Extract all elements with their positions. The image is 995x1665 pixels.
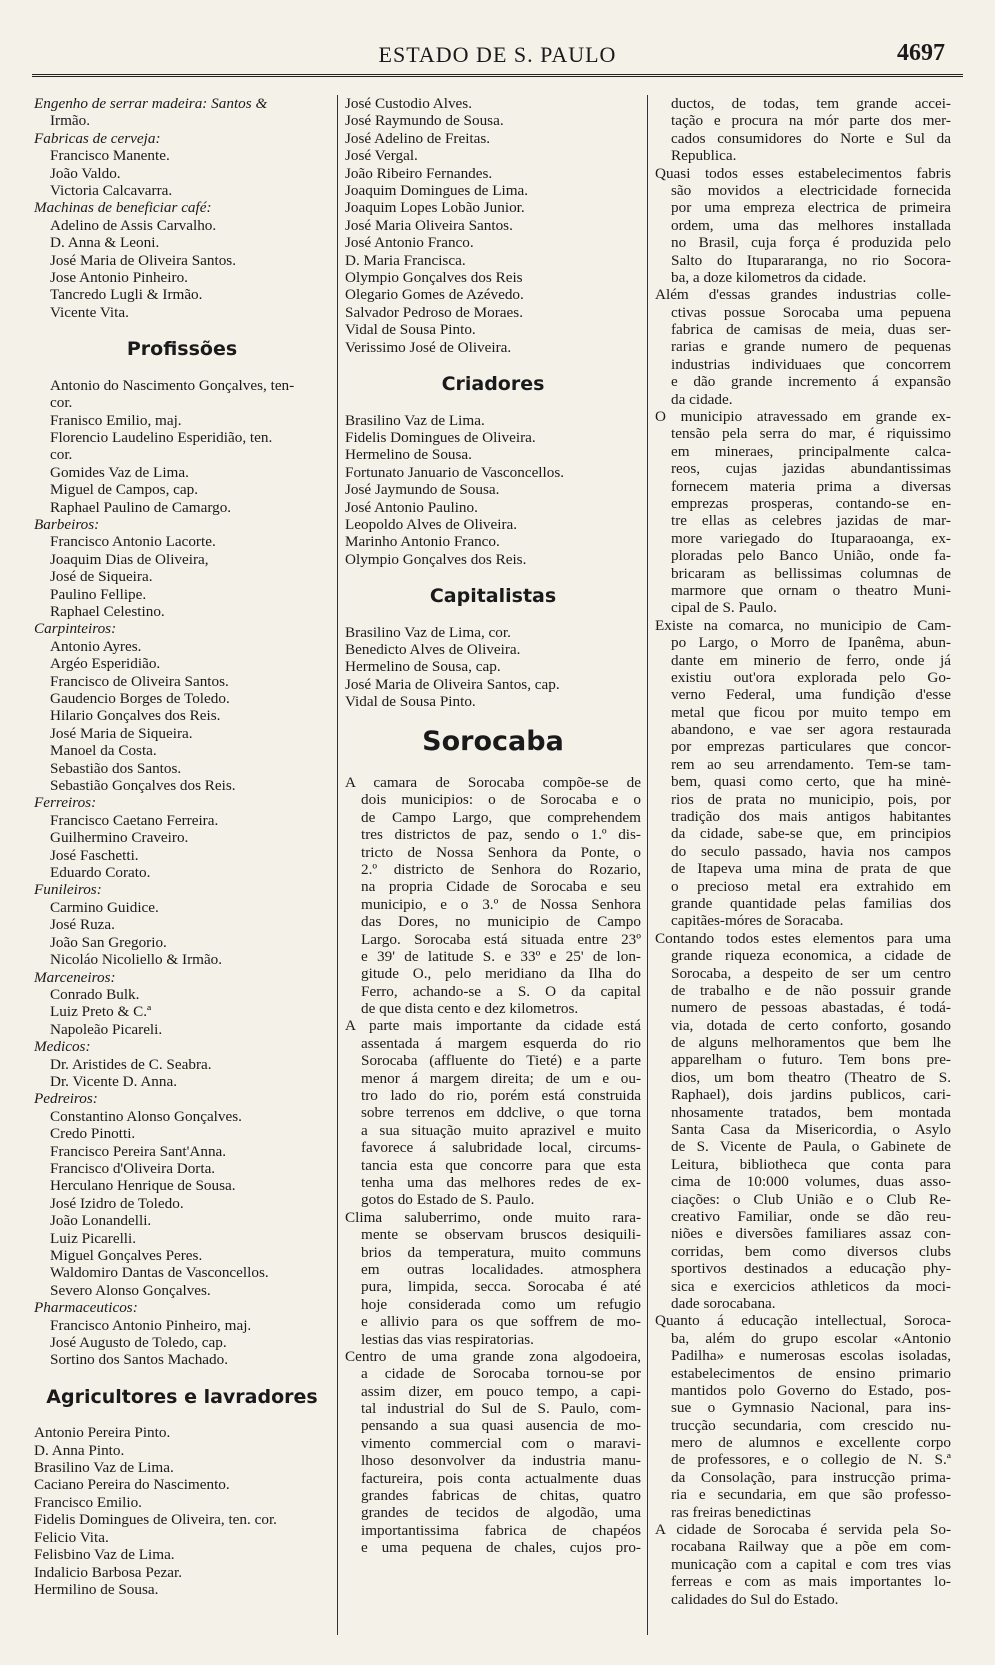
list-item: João Valdo.: [50, 164, 121, 182]
list-item: Miguel de Campos, cap.: [50, 481, 199, 499]
list-item: Gaudencio Borges de Toledo.: [50, 690, 230, 707]
list-item: José Antonio Franco.: [345, 234, 474, 252]
text-line: pensando a sua quasi ausencia de mo-: [361, 1417, 641, 1435]
text-line: gotos do Estado de S. Paulo.: [361, 1191, 535, 1209]
category-label: Medicos:: [34, 1038, 91, 1056]
list-item: José Jaymundo de Sousa.: [345, 481, 500, 499]
text-line: na propria Cidade de Sorocaba e seu: [361, 878, 641, 896]
category-label: Pedreiros:: [34, 1090, 98, 1108]
list-item: José Izidro de Toledo.: [50, 1194, 184, 1212]
text-line: nhosamente tratados, bem montada: [671, 1103, 951, 1121]
text-line: grandes de tecidos de algodão, uma: [361, 1504, 641, 1522]
text-line: grande riqueza economica, a cidade de: [671, 947, 951, 965]
text-line: dante em minerio de ferro, onde já: [671, 651, 951, 669]
text-line: municação com a capital e com tres vias: [671, 1555, 951, 1573]
text-line: po Largo, o Morro de Ipanêma, abun-: [671, 634, 951, 652]
text-line: cipal de S. Paulo.: [671, 599, 777, 617]
category-label: Funileiros:: [34, 881, 102, 899]
text-line: Quasi todos esses estabelecimentos fabris: [655, 164, 951, 182]
agricultores-list: [34, 1424, 330, 1598]
list-item: Olegario Gomes de Azévedo.: [345, 286, 524, 304]
list-item: Fidelis Domingues de Oliveira.: [345, 428, 536, 446]
list-item: Benedicto Alves de Oliveira.: [345, 640, 521, 658]
text-line: rem ao seu arrendamento. Tem-se tam-: [671, 755, 951, 773]
list-item: Brasilino Vaz de Lima, cor.: [345, 623, 511, 641]
list-item: João Ribeiro Fernandes.: [345, 164, 493, 182]
text-line: sue o Gymnasio Nacional, para ins-: [671, 1399, 951, 1417]
text-line: Largo. Sorocaba está situada entre 23º: [361, 930, 641, 948]
list-item: Vidal de Sousa Pinto.: [345, 693, 476, 711]
text-line: existiu out'ora explorada pelo Go-: [671, 668, 951, 686]
text-line: tres districtos de paz, sendo o 1.º dis-: [361, 826, 641, 844]
text-line: tal industrial do Sul de S. Paulo, com-: [361, 1400, 641, 1418]
text-line: por uma empreza electrica de primeira: [671, 199, 951, 217]
list-item: Carmino Guidice.: [50, 898, 159, 916]
list-item: José Antonio Paulino.: [345, 498, 478, 516]
text-line: ras freiras benedictinas: [671, 1503, 811, 1521]
list-item: Francisco de Oliveira Santos.: [50, 672, 229, 690]
text-line: Sorocaba (affluente do Tieté) e a parte: [361, 1052, 641, 1070]
list-item: Argéo Esperidião.: [50, 655, 161, 673]
list-item: Tancredo Lugli & Irmão.: [50, 286, 203, 304]
text-line: Leitura, bibliotheca que conta para: [671, 1155, 951, 1173]
text-line: são movidos a electricidade fornecida: [671, 181, 951, 199]
capitalistas-list: [345, 624, 641, 711]
list-item: cor.: [50, 446, 73, 464]
text-line: tre ellas as celebres jazidas de mar-: [671, 512, 951, 530]
text-line: 2.º districto de Senhora do Rozario,: [361, 860, 641, 878]
category-label: Engenho de serrar madeira: Santos &: [34, 95, 268, 112]
profissoes-list: [34, 377, 330, 1369]
text-line: tação e procura na mór parte dos mer-: [671, 112, 951, 130]
text-line: das Dores, no municipio de Campo: [361, 913, 641, 931]
list-item: Raphael Paulino de Camargo.: [50, 498, 232, 516]
text-line: e uma pequena de chales, cujos pro-: [361, 1539, 641, 1557]
text-line: factureira, pois conta actualmente duas: [361, 1469, 641, 1487]
text-line: A camara de Sorocaba compõe-se de: [345, 774, 641, 791]
list-item: Miguel Gonçalves Peres.: [50, 1247, 203, 1264]
list-item: Jose Antonio Pinheiro.: [50, 269, 188, 287]
list-item: José Raymundo de Sousa.: [345, 112, 504, 130]
text-line: tensão pela serra do mar, é riquissimo: [671, 425, 951, 443]
list-item: Francisco Emilio.: [34, 1493, 142, 1511]
criadores-list: [345, 412, 641, 569]
text-line: ciações: o Club União e o Club Re-: [671, 1190, 951, 1208]
text-line: sobre terrenos em ddclive, o que torna: [361, 1104, 641, 1122]
list-item: José de Siqueira.: [50, 568, 153, 586]
text-line: importantissima fabrica de chapéos: [361, 1521, 641, 1539]
industry-list: [34, 95, 330, 321]
column-3: [655, 95, 951, 1608]
list-item: José Vergal.: [345, 147, 418, 165]
text-line: reos, cujas jazidas abundantissimas: [671, 460, 951, 478]
sorocaba-article-continued: [655, 95, 951, 1608]
text-line: lestias das vias respiratorias.: [361, 1330, 534, 1348]
text-line: bricaram as bellissimas columnas de: [671, 564, 951, 582]
text-line: estabelecimentos de ensino primario: [671, 1364, 951, 1382]
list-item: Raphael Celestino.: [50, 602, 165, 620]
text-line: ctivas possue Sorocaba uma pepuena: [671, 303, 951, 321]
section-title-capitalistas: Capitalistas: [429, 585, 557, 608]
section-title-agricultores: Agricultores e lavradores: [46, 1385, 318, 1408]
list-item: Verissimo José de Oliveira.: [345, 338, 512, 356]
list-item: José Maria Oliveira Santos.: [345, 216, 513, 234]
text-line: assentada á margem esquerda do rio: [361, 1034, 641, 1052]
text-line: trucção secundaria, com crescido nu-: [671, 1416, 951, 1434]
text-line: ordem, uma das melhores installada: [671, 216, 951, 234]
text-line: tenha uma das melhores redes de ex-: [361, 1173, 641, 1191]
list-item: Vidal de Sousa Pinto.: [345, 321, 476, 339]
list-item: Hermelino de Sousa.: [345, 446, 472, 464]
list-item: Manoel da Costa.: [50, 742, 157, 760]
list-item: Dr. Vicente D. Anna.: [50, 1072, 178, 1090]
list-item: José Maria de Oliveira Santos.: [50, 251, 237, 269]
text-line: capitães-móres de Soracaba.: [671, 912, 844, 930]
section-title-profissoes: Profissões: [126, 338, 238, 361]
list-item: Hilario Gonçalves dos Reis.: [50, 707, 221, 725]
list-item: Luiz Preto & C.ª: [50, 1003, 152, 1021]
text-line: favorece á salubridade local, circums-: [361, 1139, 641, 1157]
category-label: Barbeiros:: [34, 515, 100, 533]
text-line: Ferro, achando-se a S. O da capital: [361, 982, 641, 1000]
sorocaba-article: [345, 774, 641, 1557]
list-item: Paulino Fellipe.: [50, 585, 147, 603]
list-item: Joaquim Dias de Oliveira,: [50, 550, 209, 568]
list-item: Conrado Bulk.: [50, 985, 140, 1003]
list-item: Indalicio Barbosa Pezar.: [34, 1563, 183, 1581]
text-line: Santa Casa da Misericordia, o Asylo: [671, 1121, 951, 1139]
text-line: Contando todos estes elementos para uma: [655, 929, 951, 947]
list-item: Salvador Pedroso de Moraes.: [345, 303, 523, 321]
text-line: brios da temperatura, muito communs: [361, 1243, 641, 1261]
text-line: por emprezas particulares que concor-: [671, 738, 951, 756]
text-line: rocabana Railway que a põe em com-: [671, 1538, 951, 1556]
list-item: Luiz Picarelli.: [50, 1229, 137, 1247]
list-item: Antonio do Nascimento Gonçalves, ten-: [50, 376, 295, 394]
list-item: Guilhermino Craveiro.: [50, 829, 189, 847]
text-line: hoje considerada como um refugio: [361, 1295, 641, 1313]
list-item: Irmão.: [50, 112, 91, 130]
list-item: Felicio Vita.: [34, 1528, 109, 1546]
text-line: tricto de Nossa Senhora da Ponte, o: [361, 843, 641, 861]
text-line: corridas, bem como diversos clubs: [671, 1242, 951, 1260]
text-line: Clima saluberrimo, onde muito rara-: [345, 1208, 641, 1226]
list-item: Herculano Henrique de Sousa.: [50, 1177, 236, 1195]
list-item: D. Anna & Leoni.: [50, 234, 160, 252]
list-item: José Maria de Siqueira.: [50, 724, 193, 742]
list-item: cor.: [50, 394, 73, 412]
list-item: Felisbino Vaz de Lima.: [34, 1546, 175, 1564]
text-line: niões e diversões familiares assaz con-: [671, 1225, 951, 1243]
text-line: rarias e grande numero de pequenas: [671, 338, 951, 356]
text-line: grandes fabricas de chitas, quatro: [361, 1487, 641, 1505]
column-1: [34, 95, 330, 1598]
list-item: José Augusto de Toledo, cap.: [50, 1334, 227, 1352]
text-line: Sorocaba, a despeito de ser um centro: [671, 964, 951, 982]
list-item: José Faschetti.: [50, 846, 139, 864]
category-label: Pharmaceuticos:: [34, 1299, 138, 1317]
text-line: verno Federal, uma fundição d'esse: [671, 686, 951, 704]
list-item: João Lonandelli.: [50, 1212, 152, 1230]
page-number: 4697: [897, 40, 945, 66]
text-line: mero de alumnos e excellente corpo: [671, 1434, 951, 1452]
list-item: Caciano Pereira do Nascimento.: [34, 1476, 230, 1494]
list-item: Francisco Antonio Lacorte.: [50, 533, 216, 551]
text-line: ferreas e com as mais importantes lo-: [671, 1573, 951, 1591]
text-line: de professores, e o collegio de N. S.ª: [671, 1451, 951, 1469]
text-line: pura, limpida, secca. Sorocaba é até: [361, 1278, 641, 1296]
text-line: Salto do Itupararanga, no rio Socora-: [671, 251, 951, 269]
text-line: Existe na comarca, no municipio de Cam-: [655, 616, 951, 634]
list-item: Sebastião Gonçalves dos Reis.: [50, 777, 236, 795]
text-line: ba, além do grupo escolar «Antonio: [671, 1329, 951, 1347]
text-line: do seculo passado, havia nos campos: [671, 842, 951, 860]
text-line: calidades do Sul do Estado.: [671, 1590, 839, 1608]
name-list: [345, 95, 641, 356]
text-line: da Consolação, para instrucção prima-: [671, 1468, 951, 1486]
text-line: Padilha» e numerosas escolas isoladas,: [671, 1347, 951, 1365]
text-line: de alguns melhoramentos que bem lhe: [671, 1034, 951, 1052]
text-line: e dão grande incremento á expansão: [671, 373, 951, 391]
text-line: assim dizer, em pouco tempo, a capi-: [361, 1382, 641, 1400]
text-line: ductos, de todas, tem grande accei-: [671, 95, 951, 112]
text-line: more variegado do Ituparaoanga, ex-: [671, 529, 951, 547]
text-line: Centro de uma grande zona algodoeira,: [345, 1347, 641, 1365]
category-label: Machinas de beneficiar café:: [34, 199, 212, 217]
text-line: Além d'essas grandes industrias colle-: [655, 286, 951, 304]
text-line: da cidade, sabe-se que, em principios: [671, 825, 951, 843]
column-2: [345, 95, 641, 1557]
list-item: Vicente Vita.: [50, 303, 129, 321]
list-item: José Adelino de Freitas.: [345, 129, 491, 147]
list-item: Victoria Calcavarra.: [50, 182, 173, 200]
list-item: Nicoláo Nicoliello & Irmão.: [50, 951, 223, 969]
text-line: numero de pessoas abastadas, é todá-: [671, 999, 951, 1017]
list-item: Severo Alonso Gonçalves.: [50, 1281, 211, 1299]
list-item: Francisco Antonio Pinheiro, maj.: [50, 1316, 252, 1334]
text-line: sportivos destinados a educação phy-: [671, 1260, 951, 1278]
list-item: Fortunato Januario de Vasconcellos.: [345, 463, 565, 481]
text-line: industrias individuaes que concorrem: [671, 355, 951, 373]
text-line: tradição dos mais antigos habitantes: [671, 808, 951, 826]
list-item: Napoleão Picareli.: [50, 1020, 163, 1038]
text-line: dios, um bom theatro (Theatro de S.: [671, 1068, 951, 1086]
text-line: tancia esta que concorre para que esta: [361, 1156, 641, 1174]
text-line: via, dotada de certo conforto, gosando: [671, 1016, 951, 1034]
list-item: Sebastião dos Santos.: [50, 759, 182, 777]
text-line: da cidade.: [671, 390, 733, 408]
text-line: bem, quasi como certo, que ha minė-: [671, 773, 951, 791]
text-line: gitude O., pelo meridiano da Ilha do: [361, 965, 641, 983]
text-line: fabrica de camisas de meia, duas ser-: [671, 321, 951, 339]
text-line: cima de 10:000 volumes, duas asso-: [671, 1173, 951, 1191]
text-line: municipio, e o 3.º de Nossa Senhora: [361, 895, 641, 913]
page-title: ESTADO DE S. PAULO: [378, 42, 617, 67]
list-item: Adelino de Assis Carvalho.: [50, 216, 217, 234]
list-item: Brasilino Vaz de Lima.: [34, 1459, 174, 1477]
section-title-sorocaba: Sorocaba: [422, 725, 564, 757]
list-item: D. Maria Francisca.: [345, 251, 466, 269]
list-item: Olympio Gonçalves dos Reis.: [345, 550, 527, 568]
list-item: Antonio Ayres.: [50, 637, 142, 655]
list-item: Francisco Manente.: [50, 147, 170, 165]
category-label: Marceneiros:: [34, 968, 116, 986]
page-header: [32, 38, 963, 74]
text-line: de Itapeva uma mina de prata de que: [671, 860, 951, 878]
text-line: ba, a doze kilometros da cidade.: [671, 268, 867, 286]
list-item: Gomides Vaz de Lima.: [50, 463, 189, 481]
text-line: cados consumidores do Norte e Sul da: [671, 129, 951, 147]
text-line: Quanto á educação intellectual, Soroca-: [655, 1312, 951, 1330]
text-line: abandono, e vae ser agora restaurada: [671, 721, 951, 739]
text-line: creativo Familiar, onde se dão reu-: [671, 1208, 951, 1225]
list-item: Leopoldo Alves de Oliveira.: [345, 515, 518, 533]
text-line: de que dista cento e dez kilometros.: [361, 1000, 579, 1018]
category-label: Fabricas de cerveja:: [34, 129, 161, 147]
list-item: Francisco Pereira Sant'Anna.: [50, 1142, 227, 1160]
list-item: Antonio Pereira Pinto.: [34, 1424, 171, 1442]
list-item: Franisco Emilio, maj.: [50, 411, 182, 429]
list-item: João San Gregorio.: [50, 933, 167, 951]
category-label: Carpinteiros:: [34, 620, 117, 638]
text-line: a cidade de Sorocaba tornou-se por: [361, 1365, 641, 1383]
text-line: em mineraes, principalmente calca-: [671, 442, 951, 460]
text-line: rios de prata no municipio, pois, por: [671, 790, 951, 808]
list-item: Dr. Aristides de C. Seabra.: [50, 1055, 212, 1073]
list-item: José Maria de Oliveira Santos, cap.: [345, 675, 560, 693]
list-item: Sortino dos Santos Machado.: [50, 1351, 229, 1369]
list-item: Francisco Caetano Ferreira.: [50, 811, 219, 829]
text-line: em outras localidades. atmosphera: [361, 1260, 641, 1278]
text-line: ploradas pelo Banco União, onde fa-: [671, 547, 951, 565]
text-line: dois municipios: o de Sorocaba e o: [361, 791, 641, 809]
list-item: José Custodio Alves.: [345, 95, 472, 112]
text-line: Raphael), dois jardins publicos, cari-: [671, 1086, 951, 1104]
list-item: Marinho Antonio Franco.: [345, 533, 500, 551]
list-item: Hermilino de Sousa.: [34, 1580, 159, 1598]
text-line: de trabalho e de não possuir grande: [671, 981, 951, 999]
text-line: e 39' de latitude S. e 33º e 25' de lon-: [361, 947, 641, 965]
text-line: o precioso metal era extrahido em: [671, 877, 951, 895]
text-line: metal que ficou por muito tempo em: [671, 703, 951, 721]
text-line: A cidade de Sorocaba é servida pela So-: [655, 1521, 951, 1539]
text-line: Republica.: [671, 147, 737, 165]
list-item: José Ruza.: [50, 916, 115, 934]
list-item: Hermelino de Sousa, cap.: [345, 658, 501, 676]
list-item: Olympio Gonçalves dos Reis: [345, 269, 523, 287]
text-line: de S. Vicente de Paula, o Gabinete de: [671, 1138, 951, 1156]
text-line: a sua situação muito aprazivel e muito: [361, 1121, 641, 1139]
section-title-criadores: Criadores: [441, 373, 545, 396]
list-item: Waldomiro Dantas de Vasconcellos.: [50, 1264, 269, 1282]
text-line: emprezas prosperas, contando-se en-: [671, 494, 951, 512]
text-line: mantidos polo Governo do Estado, pos-: [671, 1381, 951, 1399]
text-line: de Campo Largo, que comprehendem: [361, 808, 641, 826]
text-line: apparelham o futuro. Tem bons pre-: [671, 1051, 951, 1069]
text-line: tro lado do rio, porém está construida: [361, 1087, 641, 1105]
text-line: fornecem materia prima a diversas: [671, 477, 951, 495]
list-item: Eduardo Corato.: [50, 864, 151, 882]
list-item: Credo Pinotti.: [50, 1125, 136, 1143]
text-line: grande quantidade pelas familias dos: [671, 894, 951, 912]
list-item: Joaquim Lopes Lobão Junior.: [345, 199, 525, 217]
text-line: ria e secundaria, em que são professo-: [671, 1486, 951, 1504]
text-line: A parte mais importante da cidade está: [345, 1017, 641, 1035]
text-line: no Brasil, cuja força é produzida pelo: [671, 234, 951, 252]
text-line: vimento commercial com o maravi-: [361, 1434, 641, 1452]
text-line: sica e exercicios athleticos da moci-: [671, 1277, 951, 1295]
text-line: menor á margem direita; de um e ou-: [361, 1069, 641, 1087]
header-rule: [32, 74, 963, 79]
list-item: Florencio Laudelino Esperidião, ten.: [50, 428, 273, 446]
text-line: e allivio para os que soffrem de mo-: [361, 1313, 641, 1331]
text-line: marmore que ornam o theatro Muni-: [671, 581, 951, 599]
text-line: dade sorocabana.: [671, 1294, 776, 1312]
column-divider: [647, 95, 648, 1635]
list-item: Joaquim Domingues de Lima.: [345, 182, 529, 200]
list-item: Constantino Alonso Gonçalves.: [50, 1107, 242, 1125]
category-label: Ferreiros:: [34, 794, 97, 812]
list-item: Francisco d'Oliveira Dorta.: [50, 1159, 216, 1177]
list-item: D. Anna Pinto.: [34, 1441, 125, 1459]
list-item: Brasilino Vaz de Lima.: [345, 411, 485, 429]
column-divider: [337, 95, 338, 1635]
text-line: O municipio atravessado em grande ex-: [655, 408, 951, 426]
text-line: mente se observam bruscos desiquili-: [361, 1226, 641, 1244]
list-item: Fidelis Domingues de Oliveira, ten. cor.: [34, 1511, 277, 1529]
text-line: lhoso desonvolver da industria manu-: [361, 1452, 641, 1470]
